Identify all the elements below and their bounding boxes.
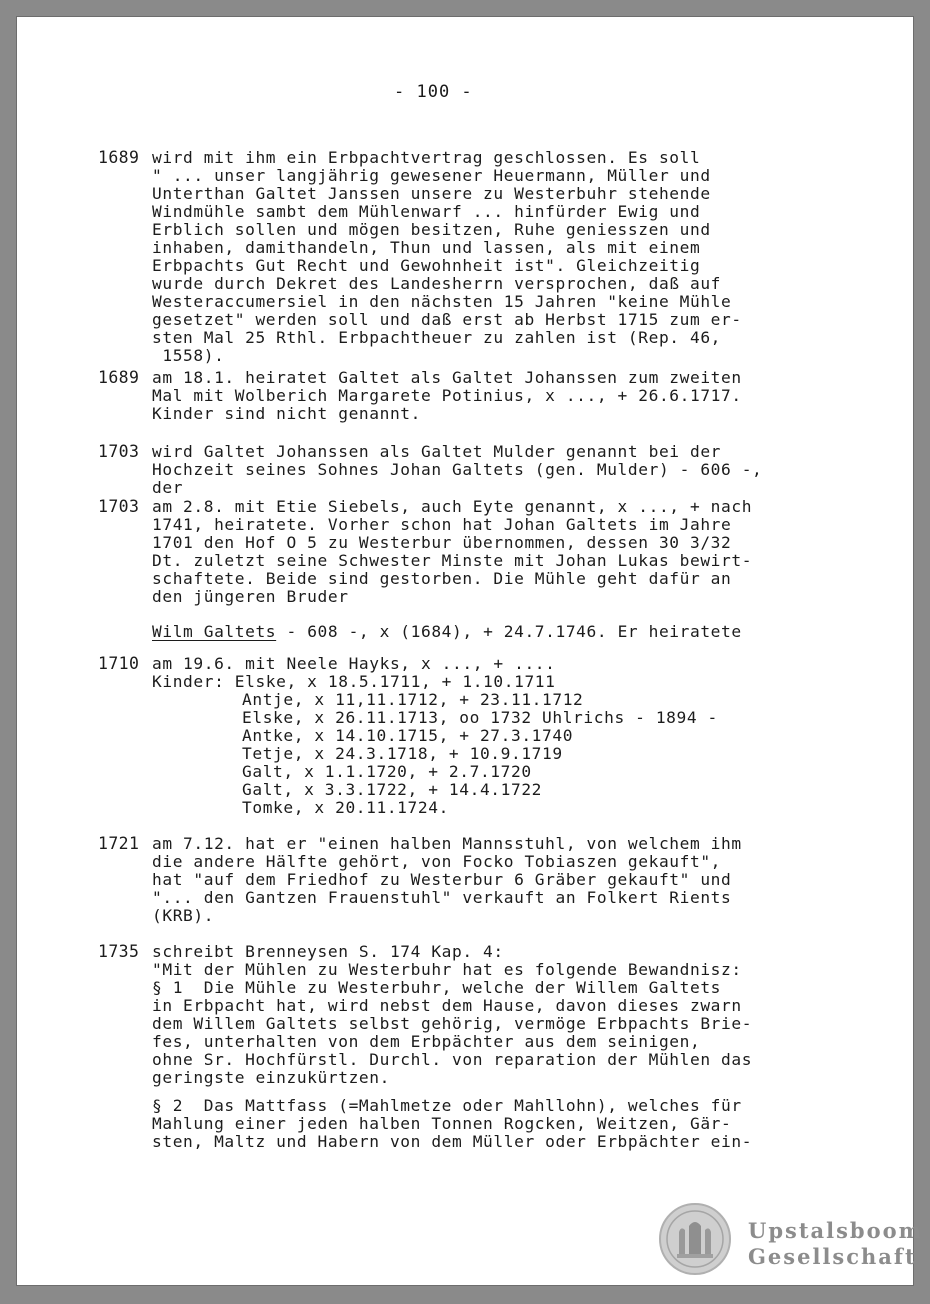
year-label: 1703 bbox=[98, 442, 140, 461]
year-label: 1710 bbox=[98, 654, 140, 673]
child-entry: Galt, x 3.3.1722, + 14.4.1722 bbox=[242, 780, 543, 799]
watermark-brand-line2: Gesellschaft bbox=[748, 1244, 917, 1269]
text-line: "Mit der Mühlen zu Westerbuhr hat es folgende Bewandnisz: bbox=[152, 960, 742, 979]
text-line: den jüngeren Bruder bbox=[152, 587, 349, 606]
text-line: Dt. zuletzt seine Schwester Minste mit Johan Lukas bewirt- bbox=[152, 551, 753, 570]
child-entry: Tomke, x 20.11.1724. bbox=[242, 798, 449, 817]
text-line: der bbox=[152, 478, 184, 497]
text-line: 1741, heiratete. Vorher schon hat Johan Galtets im Jahre bbox=[152, 515, 732, 534]
text-line: ohne Sr. Hochfürstl. Durchl. von reparation der Mühlen das bbox=[152, 1050, 753, 1069]
child-entry: Galt, x 1.1.1720, + 2.7.1720 bbox=[242, 762, 532, 781]
text-line: sten Mal 25 Rthl. Erbpachtheuer zu zahlen ist (Rep. 46, bbox=[152, 328, 722, 347]
text-line: 1558). bbox=[152, 346, 225, 365]
text-line: " ... unser langjährig gewesener Heuermann, Müller und bbox=[152, 166, 711, 185]
page-number: - 100 - bbox=[394, 82, 473, 102]
text-line: Hochzeit seines Sohnes Johan Galtets (gen. Mulder) - 606 -, bbox=[152, 460, 763, 479]
text-line: am 19.6. mit Neele Hayks, x ..., + .... bbox=[152, 654, 556, 673]
person-details: - 608 -, x (1684), + 24.7.1746. Er heiratete bbox=[276, 622, 742, 641]
text-line: Unterthan Galtet Janssen unsere zu Westerbuhr stehende bbox=[152, 184, 711, 203]
text-line: Erbpachts Gut Recht und Gewohnheit ist". Gleichzeitig bbox=[152, 256, 701, 275]
text-line: Kinder: Elske, x 18.5.1711, + 1.10.1711 bbox=[152, 672, 556, 691]
text-line: am 18.1. heiratet Galtet als Galtet Johanssen zum zweiten bbox=[152, 368, 742, 387]
child-entry: Antke, x 14.10.1715, + 27.3.1740 bbox=[242, 726, 574, 745]
year-label: 1689 bbox=[98, 148, 140, 167]
text-line: Erblich sollen und mögen besitzen, Ruhe geniesszen und bbox=[152, 220, 711, 239]
year-label: 1721 bbox=[98, 834, 140, 853]
text-line: Westeraccumersiel in den nächsten 15 Jahren "keine Mühle bbox=[152, 292, 732, 311]
text-line: gesetzet" werden soll und daß erst ab Herbst 1715 zum er- bbox=[152, 310, 742, 329]
text-line: die andere Hälfte gehört, von Focko Tobiaszen gekauft", bbox=[152, 852, 722, 871]
text-line: (KRB). bbox=[152, 906, 215, 925]
text-line: wird Galtet Johanssen als Galtet Mulder genannt bei der bbox=[152, 442, 722, 461]
text-line: schreibt Brenneysen S. 174 Kap. 4: bbox=[152, 942, 504, 961]
text-line: Mal mit Wolberich Margarete Potinius, x ..., + 26.6.1717. bbox=[152, 386, 742, 405]
document-page bbox=[16, 16, 923, 1286]
year-label: 1689 bbox=[98, 368, 140, 387]
text-line: wird mit ihm ein Erbpachtvertrag geschlossen. Es soll bbox=[152, 148, 701, 167]
text-line: Kinder sind nicht genannt. bbox=[152, 404, 421, 423]
text-line: § 2 Das Mattfass (=Mahlmetze oder Mahllohn), welches für bbox=[152, 1096, 742, 1115]
text-line: § 1 Die Mühle zu Westerbuhr, welche der Willem Galtets bbox=[152, 978, 722, 997]
text-line: fes, unterhalten von dem Erbpächter aus dem seinigen, bbox=[152, 1032, 701, 1051]
child-entry: Elske, x 26.11.1713, oo 1732 Uhlrichs - 1894 - bbox=[242, 708, 718, 727]
text-line: inhaben, damithandeln, Thun und lassen, als mit einem bbox=[152, 238, 701, 257]
text-line: Mahlung einer jeden halben Tonnen Rogcken, Weitzen, Gär- bbox=[152, 1114, 732, 1133]
year-label: 1703 bbox=[98, 497, 140, 516]
text-line: in Erbpacht hat, wird nebst dem Hause, davon dieses zwarn bbox=[152, 996, 742, 1015]
year-label: 1735 bbox=[98, 942, 140, 961]
text-line: schaftete. Beide sind gestorben. Die Mühle geht dafür an bbox=[152, 569, 732, 588]
child-entry: Tetje, x 24.3.1718, + 10.9.1719 bbox=[242, 744, 563, 763]
text-line: Windmühle sambt dem Mühlenwarf ... hinfürder Ewig und bbox=[152, 202, 701, 221]
child-entry: Antje, x 11,11.1712, + 23.11.1712 bbox=[242, 690, 584, 709]
person-heading bbox=[152, 623, 742, 641]
text-line: 1701 den Hof O 5 zu Westerbur übernommen, dessen 30 3/32 bbox=[152, 533, 732, 552]
text-line: hat "auf dem Friedhof zu Westerbur 6 Gräber gekauft" und bbox=[152, 870, 732, 889]
text-line: am 7.12. hat er "einen halben Mannsstuhl, von welchem ihm bbox=[152, 834, 742, 853]
watermark-brand-line1: Upstalsboom bbox=[748, 1218, 923, 1243]
seal-emblem-icon bbox=[658, 1202, 732, 1276]
person-name: Wilm Galtets bbox=[152, 622, 277, 641]
text-line: "... den Gantzen Frauenstuhl" verkauft an Folkert Rients bbox=[152, 888, 732, 907]
text-line: dem Willem Galtets selbst gehörig, vermöge Erbpachts Brie- bbox=[152, 1014, 753, 1033]
text-line: geringste einzukürtzen. bbox=[152, 1068, 390, 1087]
text-line: wurde durch Dekret des Landesherrn versprochen, daß auf bbox=[152, 274, 722, 293]
text-line: sten, Maltz und Habern von dem Müller oder Erbpächter ein- bbox=[152, 1132, 753, 1151]
text-line: am 2.8. mit Etie Siebels, auch Eyte genannt, x ..., + nach bbox=[152, 497, 753, 516]
